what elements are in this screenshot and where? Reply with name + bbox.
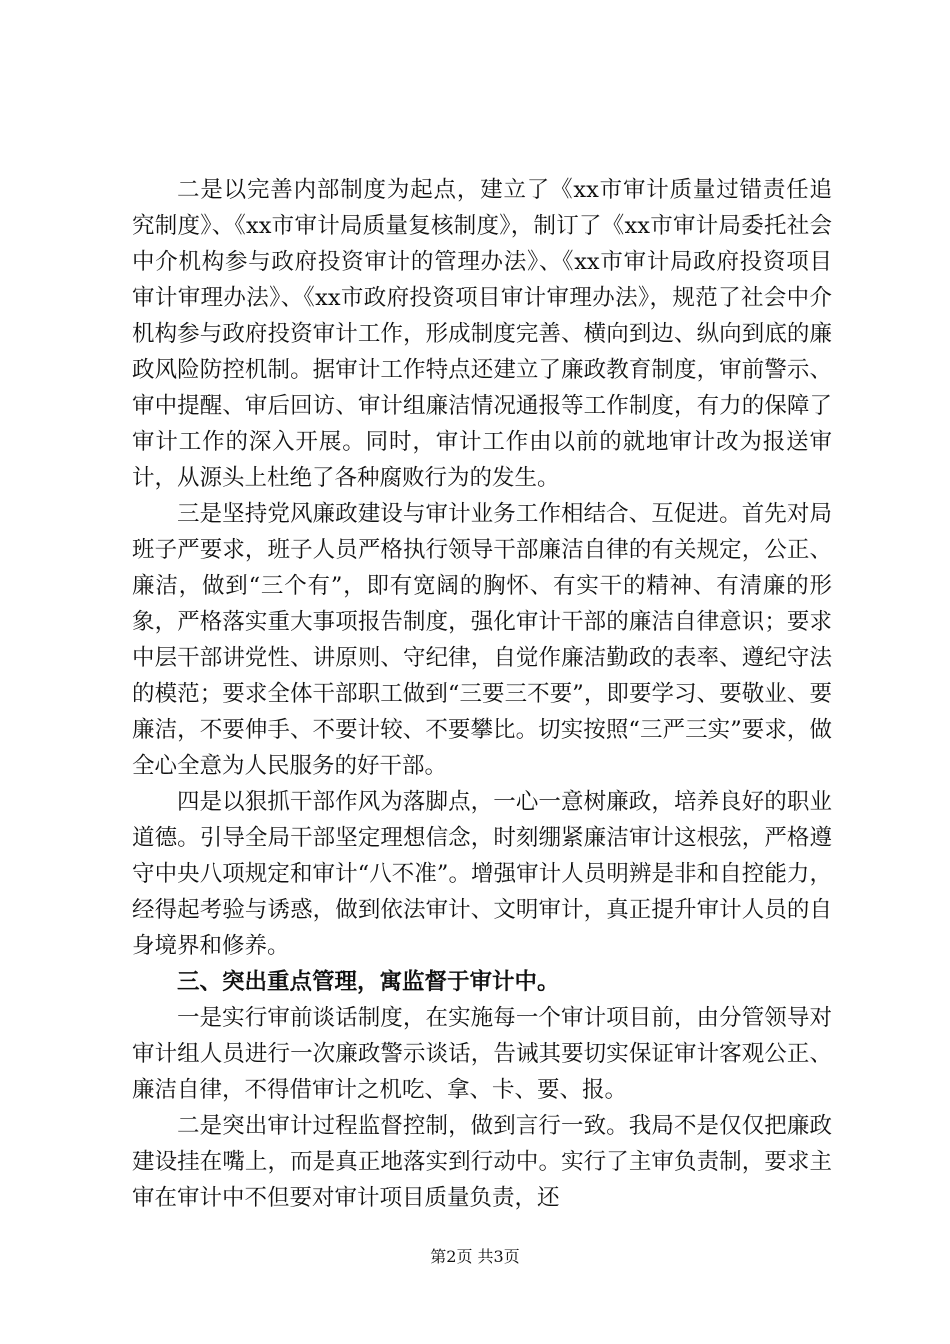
paragraph-3: 三是坚持党风廉政建设与审计业务工作相结合、互促进。首先对局班子严要求，班子人员严格执行领导干部廉洁自律的有关规定，公正、廉洁，做到“三个有”，即有宽阔的胸怀、有实干的精神、有清廉的形象，严格落实重大事项报告制度，强化审计干部的廉洁自律意识；要求中层干部讲党性、讲原则、守纪律，自觉作廉洁勤政的表率、遵纪守法的模范；要求全体干部职工做到“三要三不要”，即要学习、要敬业、要廉洁，不要伸手、不要计较、不要攀比。切实按照“三严三实”要求，做全心全意为人民服务的好干部。: [132, 501, 832, 779]
paragraph-5: 一是实行审前谈话制度，在实施每一个审计项目前，由分管领导对审计组人员进行一次廉政警示谈话，告诫其要切实保证审计客观公正、廉洁自律，不得借审计之机吃、拿、卡、要、报。: [132, 1005, 832, 1103]
paragraph-6: 二是突出审计过程监督控制，做到言行一致。我局不是仅仅把廉政建设挂在嘴上，而是真正地落实到行动中。实行了主审负责制，要求主审在审计中不但要对审计项目质量负责，还: [132, 1113, 832, 1211]
paragraph-4: 四是以狠抓干部作风为落脚点，一心一意树廉政，培养良好的职业道德。引导全局干部坚定理想信念，时刻绷紧廉洁审计这根弦，严格遵守中央八项规定和审计“八不准”。增强审计人员明辨是非和自控能力，经得起考验与诱惑，做到依法审计、文明审计，真正提升审计人员的自身境界和修养。: [132, 789, 832, 959]
page-footer: [0, 1244, 950, 1267]
section-heading: 三、突出重点管理，寓监督于审计中。: [177, 969, 560, 995]
page-number-label: 第2页 共3页: [430, 1247, 520, 1266]
document-body: [132, 172, 832, 1216]
paragraph-2: 二是以完善内部制度为起点，建立了《xx市审计质量过错责任追究制度》、《xx市审计局质量复核制度》，制订了《xx市审计局委托社会中介机构参与政府投资审计的管理办法》、《xx市审计局政府投资项目审计审理办法》、《xx市政府投资项目审计审理办法》，规范了社会中介机构参与政府投资审计工作，形成制度完善、横向到边、纵向到底的廉政风险防控机制。据审计工作特点还建立了廉政教育制度，审前警示、审中提醒、审后回访、审计组廉洁情况通报等工作制度，有力的保障了审计工作的深入开展。同时，审计工作由以前的就地审计改为报送审计，从源头上杜绝了各种腐败行为的发生。: [132, 177, 832, 491]
